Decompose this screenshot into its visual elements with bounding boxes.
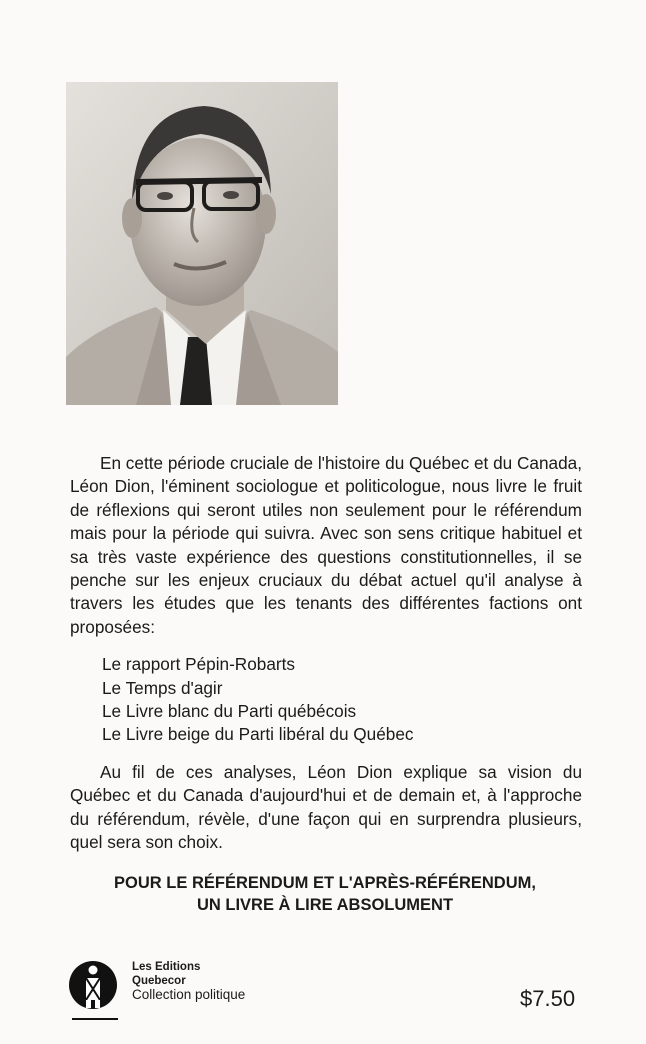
author-portrait-image <box>66 82 338 405</box>
publisher-name-line-1: Les Editions <box>132 961 201 973</box>
publisher-name-line-2: Quebecor <box>132 975 186 987</box>
blurb-paragraph-2: Au fil de ces analyses, Léon Dion explique sa vision du Québec et du Canada d'aujourd'hui et de demain et, à l'approche du référendum, révèle, d'une façon qui en surprendra plusieurs, quel sera son choix. <box>70 761 582 853</box>
author-portrait <box>66 82 338 405</box>
study-list <box>70 653 582 747</box>
list-item: Le rapport Pépin-Robarts <box>102 654 295 675</box>
back-cover-blurb <box>70 452 582 855</box>
list-item: Le Livre beige du Parti libéral du Québec <box>102 724 414 745</box>
tagline-line-2: UN LIVRE À LIRE ABSOLUMENT <box>196 896 454 914</box>
publisher-block <box>68 958 328 1028</box>
price-label: $7.50 <box>520 986 576 1011</box>
collection-name: Collection politique <box>132 987 246 1002</box>
list-item: Le Temps d'agir <box>102 677 223 698</box>
publisher-name <box>132 960 200 988</box>
tagline-line-1: POUR LE RÉFÉRENDUM ET L'APRÈS-RÉFÉRENDUM, <box>114 874 536 892</box>
publisher-logo-icon <box>68 958 120 1024</box>
blurb-paragraph-1: En cette période cruciale de l'histoire du Québec et du Canada, Léon Dion, l'éminent sociologue et politicologue, nous livre le fruit de réflexions qui seront utiles non seulement pour le référendum mais pour la période qui suivra. Avec son sens critique habituel et sa très vaste expérience des questions constitutionnelles, il se penche sur les enjeux cruciaux du débat actuel qu'il analyse à travers les études que les tenants des différentes factions ont proposées: <box>70 453 582 637</box>
list-item: Le Livre blanc du Parti québécois <box>102 701 357 722</box>
tagline <box>60 872 590 916</box>
